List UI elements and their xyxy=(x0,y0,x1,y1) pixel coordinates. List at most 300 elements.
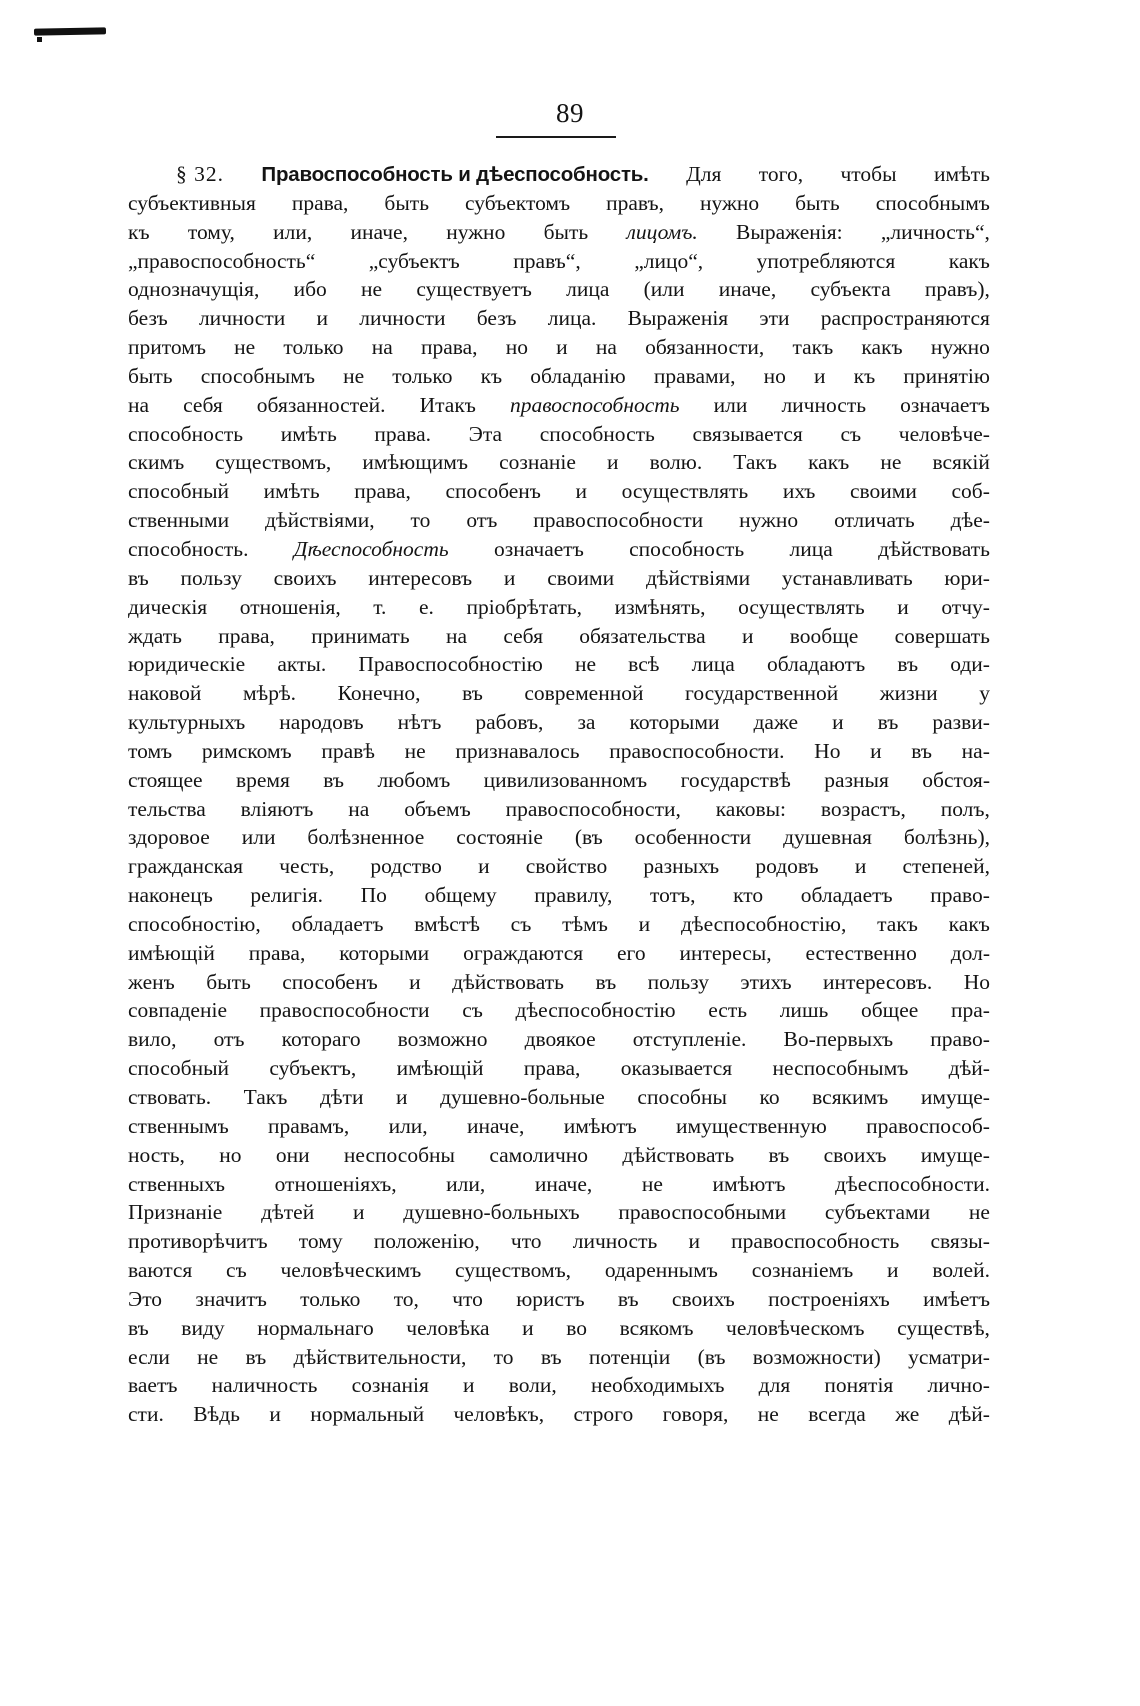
word: личности xyxy=(198,306,286,331)
word: нѣтъ xyxy=(397,710,442,735)
word: Такъ xyxy=(243,1085,288,1109)
word: правоспособность xyxy=(731,1229,900,1254)
word: своихъ xyxy=(823,1142,887,1167)
word: неспособнымъ xyxy=(772,1056,909,1081)
word: душевно-больныхъ xyxy=(403,1200,580,1225)
word: имѣющимъ xyxy=(362,450,469,475)
word: возрастъ, xyxy=(820,796,906,821)
word: наковой xyxy=(128,681,202,706)
word: въ xyxy=(595,969,617,994)
text-line xyxy=(128,333,990,362)
word: Выраженія xyxy=(627,306,729,331)
word: По xyxy=(360,883,387,908)
word: кто xyxy=(733,883,764,908)
word: скимъ xyxy=(128,450,185,475)
word: и xyxy=(503,565,516,590)
word: эти xyxy=(759,306,790,331)
word: не xyxy=(641,1171,663,1196)
word: говоря, xyxy=(662,1402,729,1427)
word: лично- xyxy=(927,1373,990,1398)
word: тому, xyxy=(187,219,235,244)
word: право- xyxy=(930,883,990,908)
word: то xyxy=(410,508,431,533)
word: Но xyxy=(963,969,990,994)
word: сознаніе xyxy=(499,450,576,475)
word: но xyxy=(505,335,528,360)
word: вило, xyxy=(128,1027,177,1052)
word: въ xyxy=(617,1286,639,1311)
word: личность xyxy=(572,1229,658,1254)
word: дѣйствовать xyxy=(452,969,564,994)
word: дѣтей xyxy=(261,1200,315,1225)
word: съ xyxy=(226,1258,247,1283)
text-line xyxy=(128,852,990,881)
word: способность xyxy=(539,421,655,446)
word: возможности) xyxy=(752,1344,881,1369)
word: дѣеспособностію, xyxy=(680,911,847,936)
word: Вѣдь xyxy=(193,1402,240,1427)
word: общему xyxy=(424,883,497,908)
word: связывается xyxy=(692,421,803,446)
word: народовъ xyxy=(279,710,364,735)
word: (въ xyxy=(574,825,603,850)
word: тотъ, xyxy=(650,883,696,908)
word: личности xyxy=(359,306,446,331)
word: у xyxy=(979,681,990,706)
word: правъ, xyxy=(606,190,665,215)
word: и xyxy=(638,911,651,936)
word: такъ xyxy=(792,335,834,360)
text-line xyxy=(128,795,990,824)
word: и xyxy=(409,969,421,994)
word: осуществлять xyxy=(621,479,749,504)
word: дѣе- xyxy=(950,508,990,533)
word: способность xyxy=(128,421,244,446)
word: полъ, xyxy=(940,796,990,821)
word: безъ xyxy=(476,306,517,331)
word: правилу, xyxy=(534,883,613,908)
word: есть xyxy=(708,998,748,1023)
word: акты. xyxy=(277,652,327,677)
word: своихъ xyxy=(671,1286,735,1311)
word: дѣйствовать xyxy=(622,1142,735,1167)
word: къ xyxy=(853,363,876,388)
word: сознанія xyxy=(351,1373,429,1398)
word: употребляются xyxy=(756,248,896,273)
word: ность, xyxy=(128,1142,185,1167)
word: же xyxy=(895,1402,920,1427)
word: что xyxy=(510,1229,542,1254)
word: обязательства xyxy=(579,623,706,648)
word: не xyxy=(361,277,383,302)
body-text xyxy=(128,160,990,1429)
ink-dot xyxy=(37,37,42,42)
word: совершать xyxy=(894,623,990,648)
text-line xyxy=(128,679,990,708)
word: и xyxy=(463,1373,475,1398)
word: права. xyxy=(374,421,432,446)
word: разныя xyxy=(824,767,889,792)
word: иначе, xyxy=(466,1113,525,1138)
word: они xyxy=(275,1142,310,1167)
word: человѣче- xyxy=(898,421,990,446)
word: нужно xyxy=(739,508,799,533)
word: къ xyxy=(128,219,150,244)
word: душевно-больные xyxy=(440,1085,605,1109)
word: ограждаются xyxy=(463,940,584,965)
word: въ xyxy=(540,1344,562,1369)
word: на xyxy=(595,335,617,360)
word: признавалось xyxy=(455,738,580,763)
word: нормальнаго xyxy=(257,1315,374,1340)
word: правоспособность xyxy=(509,392,680,417)
word: всегда xyxy=(808,1402,866,1427)
text-line xyxy=(128,391,990,420)
word: существомъ, xyxy=(215,450,332,475)
word: значитъ xyxy=(195,1286,267,1311)
word: осуществлять xyxy=(738,594,865,619)
word: юридическіе xyxy=(128,652,246,677)
word: родство xyxy=(370,854,442,879)
word: степеней, xyxy=(902,854,990,879)
word: то, xyxy=(393,1286,419,1311)
text-line xyxy=(128,1400,990,1429)
word: отличать xyxy=(834,508,915,533)
text-line xyxy=(128,910,990,939)
word: религія. xyxy=(250,883,324,908)
text-line xyxy=(128,1112,990,1141)
word: субъектами xyxy=(824,1200,931,1225)
text-line xyxy=(128,420,990,449)
word: и xyxy=(522,1315,534,1340)
word: дическія xyxy=(128,594,208,619)
word: обязанности, xyxy=(645,335,765,360)
word: культурныхъ xyxy=(128,710,246,735)
word: принимать xyxy=(311,623,410,648)
word: и xyxy=(854,854,867,879)
word: и xyxy=(814,363,826,388)
word: дѣеспособностію xyxy=(515,998,676,1023)
word: существуетъ xyxy=(416,277,532,302)
word: правоспособности. xyxy=(609,738,785,763)
word: и xyxy=(607,450,619,475)
word: вообще xyxy=(789,623,859,648)
word: только xyxy=(300,1286,361,1311)
word: и xyxy=(887,1258,899,1283)
word: и xyxy=(897,594,909,619)
word: не xyxy=(968,1200,990,1225)
text-line xyxy=(128,1198,990,1227)
word: Правоспособностію xyxy=(358,652,543,677)
word: въ xyxy=(323,767,345,792)
word: оказывается xyxy=(620,1056,733,1081)
word: ственнымъ xyxy=(128,1113,229,1138)
text-line xyxy=(128,968,990,997)
word: субъекта xyxy=(810,277,891,302)
text-line xyxy=(128,1343,990,1372)
word: существѣ, xyxy=(897,1315,990,1340)
word: съ xyxy=(840,421,862,446)
word: съ xyxy=(510,911,532,936)
word: быть xyxy=(795,190,840,215)
word: и xyxy=(352,1200,365,1225)
text-line xyxy=(128,766,990,795)
word: сознаніемъ xyxy=(751,1258,854,1283)
word: положенію, xyxy=(373,1229,480,1254)
word: ко xyxy=(759,1085,780,1109)
word: субъектомъ xyxy=(465,190,571,215)
word: правами, xyxy=(653,363,736,388)
word: права, xyxy=(420,335,478,360)
word: лица xyxy=(566,277,610,302)
word: „субъектъ xyxy=(368,248,460,273)
text-line xyxy=(128,506,990,535)
word: Во-первыхъ xyxy=(783,1027,894,1052)
word: этихъ xyxy=(740,969,792,994)
word: быть xyxy=(128,363,173,388)
word: имѣть xyxy=(933,162,990,186)
text-line xyxy=(128,564,990,593)
word: время xyxy=(235,767,290,792)
word: то xyxy=(493,1344,514,1369)
word: Выраженія: xyxy=(736,219,843,244)
text-line xyxy=(128,189,990,218)
word: чтобы xyxy=(840,162,897,186)
word: нужно xyxy=(446,219,506,244)
word: не xyxy=(880,450,902,475)
word: своихъ xyxy=(273,565,337,590)
word: субъектъ, xyxy=(269,1056,357,1081)
word: лица xyxy=(691,652,735,677)
word: (въ xyxy=(697,1344,726,1369)
word: правоспособ- xyxy=(866,1113,990,1138)
word: человѣческимъ xyxy=(280,1258,422,1283)
ink-mark xyxy=(34,27,106,35)
word: лица xyxy=(789,536,833,561)
word: въ xyxy=(245,1344,267,1369)
word: Эта xyxy=(468,421,503,446)
word: означаетъ xyxy=(493,536,584,561)
word: въ xyxy=(911,738,933,763)
word: особенности xyxy=(634,825,752,850)
word: „личность“, xyxy=(880,219,990,244)
word: томъ xyxy=(128,738,173,763)
word: е. xyxy=(419,594,434,619)
word: родовъ xyxy=(755,854,819,879)
word: права, xyxy=(291,190,349,215)
word: § 32. xyxy=(176,162,224,186)
word: наконецъ xyxy=(128,883,213,908)
text-line xyxy=(128,823,990,852)
word: обладаютъ xyxy=(767,652,866,677)
word: ствовать. xyxy=(128,1085,212,1109)
word: или, xyxy=(446,1171,486,1196)
word: не xyxy=(197,1344,219,1369)
word: того, xyxy=(758,162,804,186)
word: способность. xyxy=(128,536,249,561)
word: устанавливать xyxy=(781,565,913,590)
text-line xyxy=(128,160,990,189)
word: пріобрѣтать, xyxy=(466,594,583,619)
word: обязанностей. xyxy=(256,392,386,417)
word: ственными xyxy=(128,508,230,533)
word: право- xyxy=(930,1027,990,1052)
word: всѣ xyxy=(628,652,660,677)
word: не xyxy=(404,738,426,763)
word: иначе, xyxy=(350,219,408,244)
word: безъ xyxy=(128,306,168,331)
text-line xyxy=(128,1054,990,1083)
word: возможно xyxy=(397,1027,488,1052)
word: волю. xyxy=(649,450,703,475)
word: человѣкъ, xyxy=(453,1402,545,1427)
word: съ xyxy=(462,998,483,1023)
word: но xyxy=(219,1142,242,1167)
word: соб- xyxy=(951,479,990,504)
word: своими xyxy=(547,565,615,590)
word: потенціи xyxy=(588,1344,671,1369)
word: естественно xyxy=(805,940,917,965)
word: честь, xyxy=(279,854,335,879)
word: Итакъ xyxy=(419,392,476,417)
word: правоспособными xyxy=(618,1200,787,1225)
word: (или xyxy=(643,277,685,302)
word: субъективныя xyxy=(128,190,256,215)
text-line xyxy=(128,1141,990,1170)
header-rule xyxy=(496,136,616,138)
word: строго xyxy=(573,1402,634,1427)
word: объемъ xyxy=(404,796,471,821)
text-line xyxy=(128,477,990,506)
text-line xyxy=(128,1285,990,1314)
word: къ xyxy=(480,363,503,388)
word: стоящее xyxy=(128,767,203,792)
word: означаетъ xyxy=(900,392,990,417)
text-line xyxy=(128,650,990,679)
word: быть xyxy=(384,190,430,215)
word: жизни xyxy=(879,681,938,706)
word: и xyxy=(269,1402,281,1427)
word: измѣнять, xyxy=(614,594,706,619)
word: Дѣеспособность xyxy=(293,536,449,561)
word: на xyxy=(128,392,150,417)
word: Такъ xyxy=(733,450,777,475)
word: женъ xyxy=(128,969,175,994)
word: способенъ xyxy=(282,969,378,994)
word: только xyxy=(283,335,344,360)
word: душевная xyxy=(783,825,872,850)
word: правъ), xyxy=(924,277,990,302)
word: любомъ xyxy=(377,767,451,792)
text-line xyxy=(128,622,990,651)
word: ваются xyxy=(128,1258,193,1283)
text-line xyxy=(128,881,990,910)
word: цивилизованномъ xyxy=(483,767,648,792)
word: правоспособности xyxy=(259,998,430,1023)
word: противорѣчитъ xyxy=(128,1229,268,1254)
word: быть xyxy=(206,969,251,994)
word: человѣческомъ xyxy=(726,1315,865,1340)
word: лица. xyxy=(547,306,597,331)
word: тельства xyxy=(128,796,206,821)
word: правоспособности, xyxy=(505,796,681,821)
word: или xyxy=(241,825,276,850)
word: Конечно, xyxy=(337,681,421,706)
text-line xyxy=(128,1227,990,1256)
word: состояніе xyxy=(456,825,543,850)
word: себя xyxy=(183,392,223,417)
word: не xyxy=(343,363,365,388)
text-line xyxy=(128,1025,990,1054)
word: имѣетъ xyxy=(923,1286,990,1311)
word: пользу xyxy=(647,969,709,994)
word: на xyxy=(445,623,467,648)
word: которыми xyxy=(629,710,720,735)
word: Но xyxy=(814,738,841,763)
word: права, xyxy=(248,940,306,965)
word: своими xyxy=(849,479,917,504)
word: отношенія, xyxy=(239,594,341,619)
text-line xyxy=(128,593,990,622)
word: связы- xyxy=(930,1229,990,1254)
word: для xyxy=(758,1373,791,1398)
word: государствѣ xyxy=(680,767,791,792)
word: каковы: xyxy=(715,796,787,821)
word: не xyxy=(757,1402,779,1427)
text-line xyxy=(128,1314,990,1343)
word: римскомъ xyxy=(201,738,292,763)
word: котораго xyxy=(281,1027,361,1052)
word: виду xyxy=(181,1315,225,1340)
word: самолично xyxy=(489,1142,589,1167)
word: обладаетъ xyxy=(800,883,893,908)
word: обладанію xyxy=(530,363,626,388)
word: иначе, xyxy=(534,1171,593,1196)
word: сти. xyxy=(128,1402,164,1427)
word: отступленіе. xyxy=(632,1027,747,1052)
word: юристъ xyxy=(516,1286,585,1311)
word: въ xyxy=(462,681,483,706)
word: если xyxy=(128,1344,170,1369)
word: которыми xyxy=(339,940,430,965)
word: разныхъ xyxy=(643,854,720,879)
word: правъ“, xyxy=(513,248,581,273)
text-line xyxy=(128,1371,990,1400)
text-line xyxy=(128,304,990,333)
word: однозначущія, xyxy=(128,277,260,302)
word: на xyxy=(371,335,393,360)
word: въ xyxy=(877,710,899,735)
word: нормальный xyxy=(310,1402,425,1427)
word: ждать xyxy=(128,623,182,648)
word: быть xyxy=(543,219,589,244)
word: Признаніе xyxy=(128,1200,223,1225)
word: гражданская xyxy=(128,854,244,879)
word: наличность xyxy=(211,1373,318,1398)
word: ихъ xyxy=(782,479,816,504)
word: его xyxy=(617,940,646,965)
word: пра- xyxy=(950,998,990,1023)
word: юри- xyxy=(944,565,990,590)
word: имѣть xyxy=(280,421,337,446)
text-line xyxy=(128,1083,990,1112)
word: свойство xyxy=(525,854,608,879)
word: вмѣстѣ xyxy=(414,911,480,936)
word: способенъ xyxy=(445,479,541,504)
word: въ xyxy=(897,652,919,677)
text-line xyxy=(128,996,990,1025)
word: за xyxy=(577,710,596,735)
